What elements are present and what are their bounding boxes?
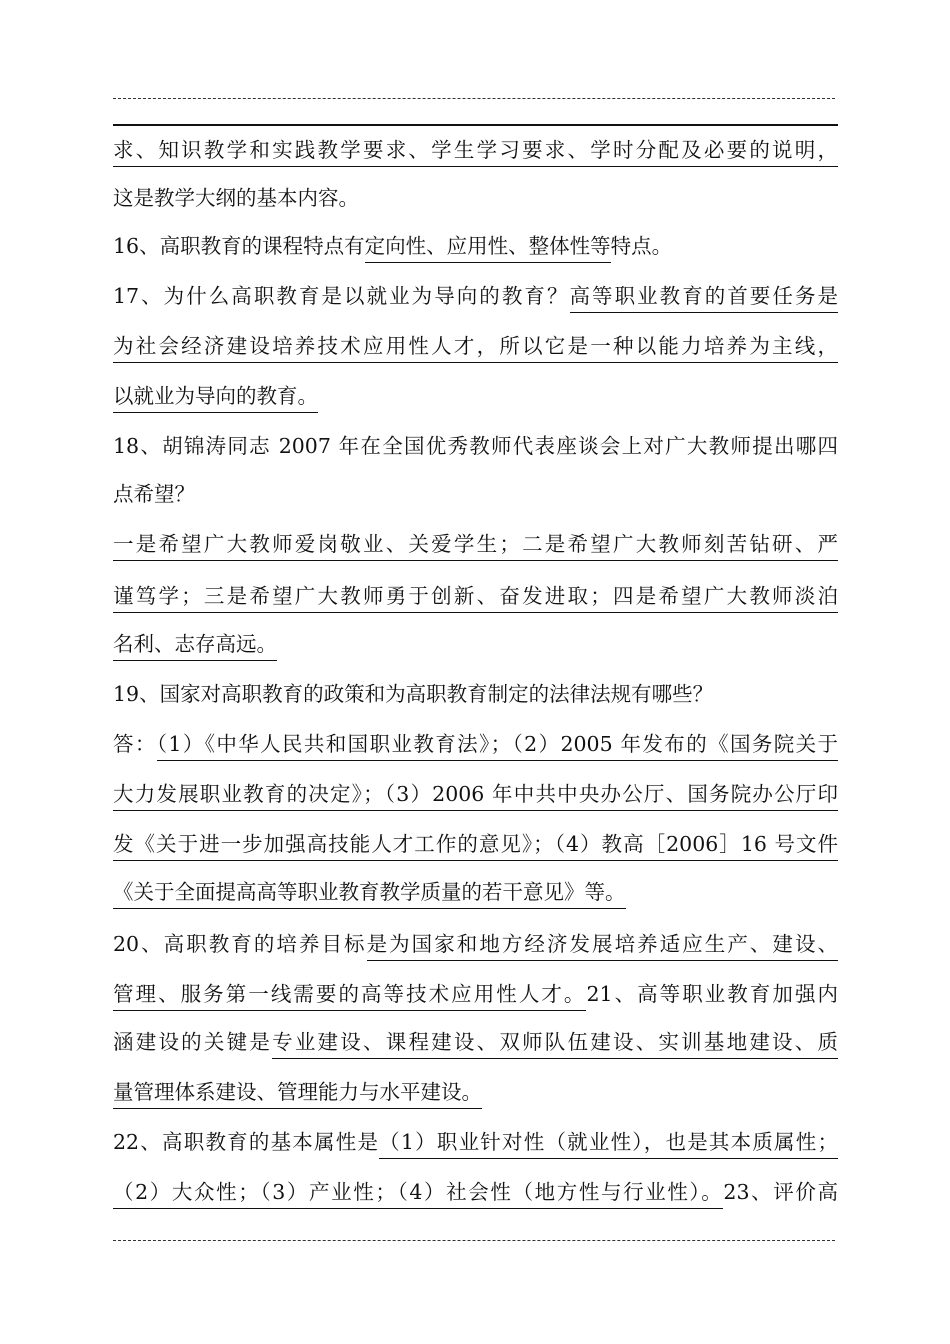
underlined-answer-text: 《关于全面提高高等职业教育教学质量的若干意见》等。 (113, 880, 626, 909)
text-line (113, 718, 838, 770)
text-line (113, 1066, 838, 1118)
question-text: 22、高职教育的基本属性是 (113, 1130, 380, 1154)
underlined-answer-text: 管理、服务第一线需要的高等技术应用性人才。 (113, 982, 586, 1011)
text-line (113, 370, 838, 422)
text-line (113, 618, 838, 670)
underlined-answer-text: 为社会经济建设培养技术应用性人才，所以它是一种以能力培养为主线， (113, 334, 838, 363)
question-text: 21、高等职业教育加强内 (586, 982, 838, 1006)
text-line (113, 570, 838, 622)
question-text: 涵建设的关键是 (113, 1030, 273, 1054)
text-line (113, 918, 838, 970)
question-text: 点希望？ (113, 482, 195, 506)
question-text: 17、为什么高职教育是以就业为导向的教育？ (113, 284, 570, 308)
underlined-answer-text: （1）职业针对性（就业性），也是其本质属性； (379, 1130, 838, 1159)
text-line (113, 818, 838, 870)
underlined-answer-text: 一是希望广大教师爱岗敬业、关爱学生；二是希望广大教师刻苦钻研、严 (113, 532, 838, 561)
text-line (113, 172, 838, 224)
question-text: 这是教学大纲的基本内容。 (113, 186, 359, 210)
question-text: 答： (113, 732, 157, 756)
question-text: 23、评价高 (723, 1180, 838, 1204)
text-line (113, 420, 838, 472)
text-line (113, 1016, 838, 1068)
text-line (113, 124, 838, 176)
question-text: 18、胡锦涛同志 2007 年在全国优秀教师代表座谈会上对广大教师提出哪四 (113, 434, 838, 458)
text-line (113, 320, 838, 372)
underlined-answer-text: 大力发展职业教育的决定》；（3）2006 年中共中央办公厅、国务院办公厅印 (113, 782, 838, 811)
underlined-answer-text: （2）大众性；（3）产业性；（4）社会性（地方性与行业性）。 (113, 1180, 723, 1209)
question-text: 特点。 (610, 234, 673, 258)
text-line (113, 668, 838, 720)
footer-separator (113, 1240, 835, 1241)
question-text: 20、高职教育的培养目标 (113, 932, 367, 956)
underlined-answer-text: 量管理体系建设、管理能力与水平建设。 (113, 1080, 482, 1109)
text-line (113, 220, 838, 272)
underlined-answer-text: 发《关于进一步加强高技能人才工作的意见》；（4）教高［2006］16 号文件 (113, 832, 838, 861)
underlined-answer-text: 谨笃学；三是希望广大教师勇于创新、奋发进取；四是希望广大教师淡泊 (113, 584, 838, 613)
text-line (113, 518, 838, 570)
underlined-answer-text: 专业建设、课程建设、双师队伍建设、实训基地建设、质 (272, 1030, 838, 1059)
underlined-answer-text: （1）《中华人民共和国职业教育法》；（2）2005 年发布的《国务院关于 (157, 732, 838, 761)
underlined-answer-text: 名利、志存高远。 (113, 632, 277, 661)
header-separator (113, 98, 835, 99)
text-line (113, 768, 838, 820)
text-line (113, 1116, 838, 1168)
text-line (113, 468, 838, 520)
question-text: 19、国家对高职教育的政策和为高职教育制定的法律法规有哪些？ (113, 682, 714, 706)
text-line (113, 968, 838, 1020)
underlined-answer-text: 是为国家和地方经济发展培养适应生产、建设、 (367, 932, 838, 961)
underlined-answer-text: 高等职业教育的首要任务是 (570, 284, 839, 313)
text-line (113, 270, 838, 322)
underlined-answer-text: 以就业为导向的教育。 (113, 384, 318, 413)
question-text: 16、高职教育的课程特点有 (113, 234, 365, 258)
underlined-answer-text: 定向性、应用性、整体性等 (365, 234, 611, 263)
text-line (113, 1166, 838, 1218)
text-line (113, 866, 838, 918)
underlined-answer-text: 求、知识教学和实践教学要求、学生学习要求、学时分配及必要的说明， (113, 138, 838, 167)
